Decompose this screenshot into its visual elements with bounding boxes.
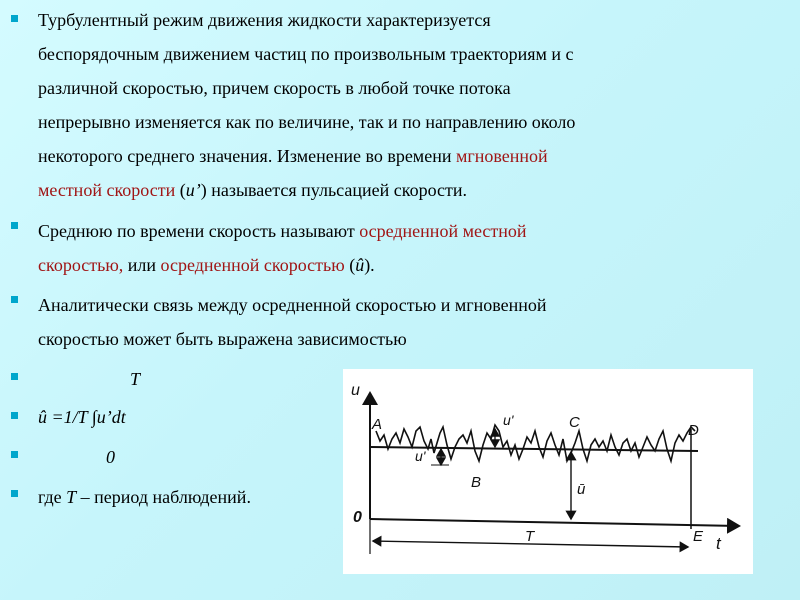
bullet-marker xyxy=(11,296,18,303)
highlight-term: местной скорости xyxy=(38,180,176,200)
label-period-t: T xyxy=(525,528,535,545)
point-label-b: B xyxy=(471,474,482,491)
point-label-e: E xyxy=(693,528,704,545)
bullet-marker xyxy=(11,412,18,419)
label-u-mean: ū xyxy=(577,481,586,498)
paragraph-turbulent-regime xyxy=(38,3,575,207)
label-u-prime-top: u' xyxy=(503,412,514,428)
text-span: ). xyxy=(364,255,375,275)
origin-label: 0 xyxy=(353,509,362,526)
text-line: скоростью может быть выражена зависимостью xyxy=(38,329,407,349)
text-line: Аналитически связь между осредненной скоростью и мгновенной xyxy=(38,295,547,315)
formula-lower-limit: 0 xyxy=(106,447,115,467)
text-line xyxy=(38,139,575,173)
text-span: или xyxy=(123,255,161,275)
highlight-term: мгновенной xyxy=(455,146,548,166)
text-line: различной скоростью, причем скорость в любой точке потока xyxy=(38,78,511,98)
t-axis xyxy=(370,519,739,526)
highlight-term: осредненной местной xyxy=(359,221,527,241)
text-span: – период наблюдений. xyxy=(76,487,251,507)
point-label-a: A xyxy=(372,416,383,433)
formula-text: u’dt xyxy=(96,407,126,427)
text-span: некоторого среднего значения. Изменение во времени xyxy=(38,146,456,166)
bullet-marker xyxy=(11,222,18,229)
text-line xyxy=(38,173,575,207)
point-label-c: C xyxy=(569,414,580,431)
text-span: Среднюю по времени скорость называют xyxy=(38,221,360,241)
symbol-u-hat: û xyxy=(355,255,365,275)
text-line: беспорядочным движением частиц по произвольным траекториям и с xyxy=(38,44,574,64)
text-span: ) называется пульсацией скорости. xyxy=(200,180,468,200)
axis-label-u: u xyxy=(351,382,360,399)
bullet-marker xyxy=(11,15,18,22)
label-u-prime-left: u' xyxy=(415,448,426,464)
text-span: ( xyxy=(344,255,356,275)
point-label-d: D xyxy=(688,422,699,439)
paragraph-mean-velocity xyxy=(38,214,527,282)
integral-sign: ∫ xyxy=(91,407,97,427)
text-line: непрерывно изменяется как по величине, так и по направлению около xyxy=(38,112,576,132)
formula-mean-velocity xyxy=(38,407,126,428)
formula-upper-limit: T xyxy=(130,369,141,389)
paragraph-period-definition xyxy=(38,480,251,514)
velocity-pulsation-diagram xyxy=(343,369,753,574)
axis-label-t: t xyxy=(716,534,721,553)
text-line xyxy=(38,248,527,282)
text-span: ( xyxy=(175,180,186,200)
text-line xyxy=(38,480,251,514)
paragraph-analytic-relation xyxy=(38,288,547,356)
symbol-t: T xyxy=(66,487,77,507)
symbol-u-prime: u’ xyxy=(185,180,201,200)
velocity-pulsation-figure xyxy=(343,369,753,574)
highlight-term: скоростью, xyxy=(38,255,124,275)
text-line: Турбулентный режим движения жидкости характеризуется xyxy=(38,10,491,30)
text-span: где xyxy=(38,487,67,507)
highlight-term: осредненной скоростью xyxy=(160,255,345,275)
text-line xyxy=(38,214,527,248)
bullet-marker xyxy=(11,373,18,380)
bullet-marker xyxy=(11,451,18,458)
formula-text: û =1/T xyxy=(38,407,92,427)
bullet-marker xyxy=(11,490,18,497)
